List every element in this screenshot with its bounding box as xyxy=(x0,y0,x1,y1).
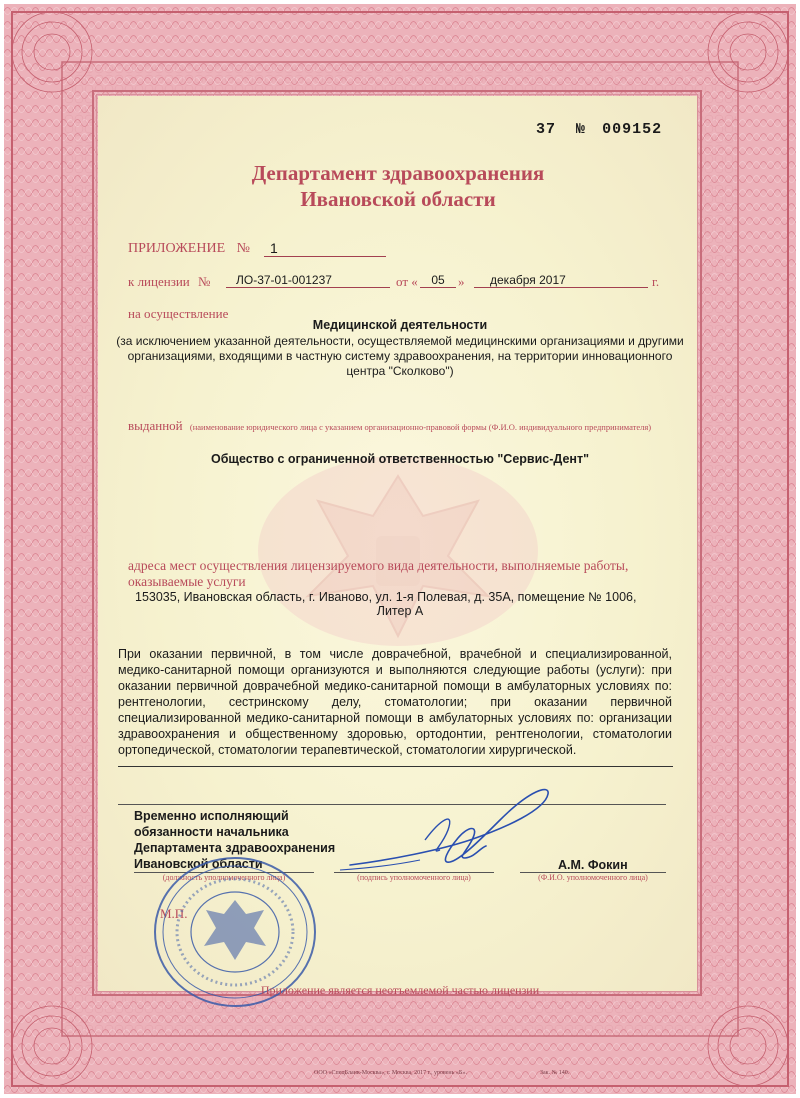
issued-label-row xyxy=(128,420,688,433)
caption-name: (Ф.И.О. уполномоченного лица) xyxy=(538,873,648,882)
license-date-day: 05 xyxy=(420,273,456,288)
footer-note: Приложение является неотъемлемой частью лицензии xyxy=(260,983,540,997)
license-ref-prefix-row xyxy=(128,274,210,290)
license-ref-prefix: к лицензии xyxy=(128,274,190,289)
services-text: При оказании первичной, в том числе доврачебной, врачебной и специализированной, медико-санитарной помощи организуются и выполняются следующие работы (услуги): при оказании первичной доврачебной медико-санитарной помощи в амбулаторных условиях по: рентгенологии, сестринскому делу, стоматологии; при оказании первичной специализированной медико-санитарной помощи в амбулаторных условиях по: организации здравоохранения и общественному здоровью, ортодонтии, рентгенологии, стоматологии ортопедической, стоматологии терапевтической, стоматологии хирургической. xyxy=(118,647,672,757)
address-label: адреса мест осуществления лицензируемого вида деятельности, выполняемые работы, оказываемые услуги xyxy=(128,558,629,589)
activity-label: на осуществление xyxy=(128,306,229,321)
license-date-year-suffix: г. xyxy=(652,274,660,289)
license-date-from: от « xyxy=(396,274,418,289)
printer-info: ООО «СпецБланк-Москва», г. Москва, 2017 г., уровень «Б». xyxy=(314,1070,467,1076)
signer-name: А.М. Фокин xyxy=(558,858,628,872)
license-date-quote-close: » xyxy=(458,274,465,289)
activity-title: Медицинской деятельности xyxy=(312,318,488,332)
address-line2: Литер А xyxy=(376,604,424,618)
serial-series: 37 xyxy=(536,121,557,138)
handwritten-signature-icon xyxy=(330,780,560,880)
activity-exclusion: (за исключением указанной деятельности, осуществляемой медицинскими организациями и другими организациями, входящими в частную систему здравоохранения, на территории инновационного центра "Сколково") xyxy=(116,334,684,378)
appendix-number: 1 xyxy=(264,240,386,257)
license-date-month-year: декабря 2017 xyxy=(474,273,648,288)
address-line1: 153035, Ивановская область, г. Иваново, ул. 1-я Полевая, д. 35А, помещение № 1006, xyxy=(135,590,637,604)
issued-label: выданной xyxy=(128,418,183,433)
license-ref-number-sign: № xyxy=(198,274,211,289)
issuer-title xyxy=(98,160,698,212)
signer-position-line1: Временно исполняющий xyxy=(134,809,289,823)
license-number: ЛО-37-01-001237 xyxy=(226,273,390,288)
caption-signature: (подпись уполномоченного лица) xyxy=(357,873,471,882)
order-number: Зак. № 140. xyxy=(540,1070,570,1076)
issued-organization: Общество с ограниченной ответственностью "Сервис-Дент" xyxy=(210,452,590,466)
serial-value: 009152 xyxy=(602,121,663,138)
issued-caption: (наименование юридического лица с указанием организационно-правовой формы (Ф.И.О. индивидуального предпринимателя) xyxy=(189,422,652,432)
serial-number-sign: № xyxy=(576,121,587,138)
caption-position: (должность уполномоченного лица) xyxy=(162,873,286,882)
services-end-rule xyxy=(118,766,673,767)
appendix-label-row xyxy=(128,241,250,257)
signer-position-line4: Ивановской области xyxy=(134,857,263,871)
stamp-mark: М.П. xyxy=(160,906,188,921)
issuer-line1: Департамент здравоохранения xyxy=(251,161,545,185)
issuer-line2: Ивановской области xyxy=(300,187,496,211)
signer-position-line3: Департамента здравоохранения xyxy=(134,841,336,855)
appendix-number-sign: № xyxy=(236,241,250,256)
appendix-label: ПРИЛОЖЕНИЕ xyxy=(128,241,226,256)
signer-position-line2: обязанности начальника xyxy=(134,825,289,839)
serial-number xyxy=(536,121,662,138)
